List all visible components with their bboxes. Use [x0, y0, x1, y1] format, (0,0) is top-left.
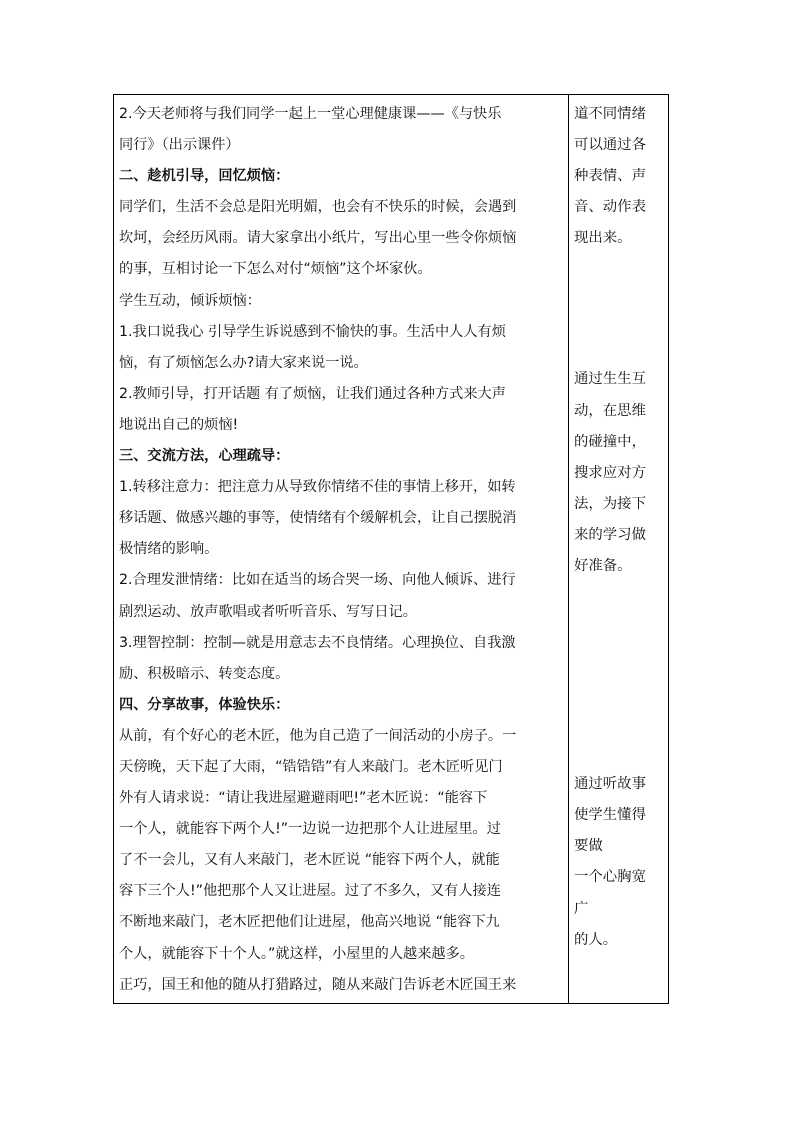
section-heading: 四、分享故事，体验快乐：: [119, 696, 290, 713]
text-line: 2.合理发泄情绪：比如在适当的场合哭一场、向他人倾诉、进行: [119, 572, 516, 589]
text-line: 的事，互相讨论一下怎么对付“烦恼”这个坏家伙。: [119, 261, 432, 278]
note-line: 通过听故事: [574, 776, 646, 793]
text-line: 天傍晚，天下起了大雨，“锆锆锆”有人来敲门。老木匠听见门: [119, 758, 503, 775]
text-line: 坎坷，会经历风雨。请大家拿出小纸片，写出心里一些令你烦恼: [119, 230, 517, 247]
text-line: 容下三个人!”他把那个人又让进屋。过了不多久，又有人接连: [119, 883, 501, 900]
text-line: 一个人，就能容下两个人!”一边说一边把那个人让进屋里。过: [119, 821, 501, 838]
text-line: 1.我口说我心 引导学生诉说感到不愉快的事。生活中人人有烦: [119, 323, 506, 340]
text-line: 正巧，国王和他的随从打猎路过，随从来敲门告诉老木匠国王来: [119, 976, 517, 993]
note-line: 好准备。: [574, 558, 632, 575]
text-line: 励、积极暗示、转变态度。: [119, 665, 290, 682]
text-line: 极情绪的影响。: [119, 541, 219, 558]
note-line: 现出来。: [574, 230, 632, 247]
section-heading: 三、交流方法，心理疏导：: [119, 448, 290, 465]
text-line: 了不一会儿，又有人来敲门，老木匠说 “能容下两个人，就能: [119, 852, 500, 869]
spacer: [574, 254, 664, 364]
note-line: 来的学习做: [574, 526, 646, 543]
note-line: 动，在思维: [574, 402, 646, 419]
text-line: 学生互动，倾诉烦恼：: [119, 292, 261, 309]
text-line: 剧烈运动、放声歌唱或者听听音乐、写写日记。: [119, 603, 417, 620]
text-line: 同学们，生活不会总是阳光明媚，也会有不快乐的时候，会遇到: [119, 199, 517, 216]
note-line: 法，为接下: [574, 495, 646, 512]
table-row: [114, 95, 669, 1004]
note-line: 广: [574, 900, 589, 917]
note-line: 要做: [574, 838, 603, 855]
note-line: 音、动作表: [574, 199, 646, 216]
note-line: 搜求应对方: [574, 464, 646, 481]
note-line: 道不同情绪: [574, 106, 646, 122]
text-line: 1.转移注意力：把注意力从导致你情绪不佳的事情上移开，如转: [119, 479, 516, 496]
text-line: 2.今天老师将与我们同学一起上一堂心理健康课——《与快乐: [119, 106, 502, 122]
text-line: 个人，就能容下十个人。”就这样，小屋里的人越来越多。: [119, 945, 474, 962]
note-line: 一个心胸宽: [574, 869, 646, 886]
note-line: 种表情、声: [574, 168, 646, 185]
spacer: [574, 582, 664, 769]
note-line: 可以通过各: [574, 137, 646, 154]
text-line: 2.教师引导，打开话题 有了烦恼，让我们通过各种方式来大声: [119, 385, 506, 402]
section-heading: 二、趁机引导，回忆烦恼：: [119, 168, 290, 185]
text-line: 恼，有了烦恼怎么办?请大家来说一说。: [119, 354, 368, 371]
note-line: 使学生懂得: [574, 807, 646, 824]
design-intent-cell: [569, 95, 669, 1004]
text-line: 不断地来敲门，老木匠把他们让进屋，他高兴地说 “能容下九: [119, 914, 500, 931]
lesson-plan-table: [113, 94, 669, 1004]
note-line: 的碰撞中，: [574, 433, 646, 450]
text-line: 移话题、做感兴趣的事等，使情绪有个缓解机会，让自己摆脱消: [119, 510, 517, 527]
text-line: 3.理智控制：控制—就是用意志去不良情绪。心理换位、自我激: [119, 634, 516, 651]
text-line: 从前，有个好心的老木匠，他为自己造了一间活动的小房子。一: [119, 727, 517, 744]
text-line: 地说出自己的烦恼!: [119, 416, 239, 433]
lesson-content-cell: [114, 95, 569, 1004]
lesson-content: [119, 99, 564, 1001]
text-line: 同行》（出示课件）: [119, 137, 240, 154]
note-line: 的人。: [574, 931, 618, 948]
design-intent-notes: [574, 99, 664, 956]
note-line: 通过生生互: [574, 371, 646, 388]
text-line: 外有人请求说：“请让我进屋避避雨吧!”老木匠说：“能容下: [119, 790, 488, 807]
